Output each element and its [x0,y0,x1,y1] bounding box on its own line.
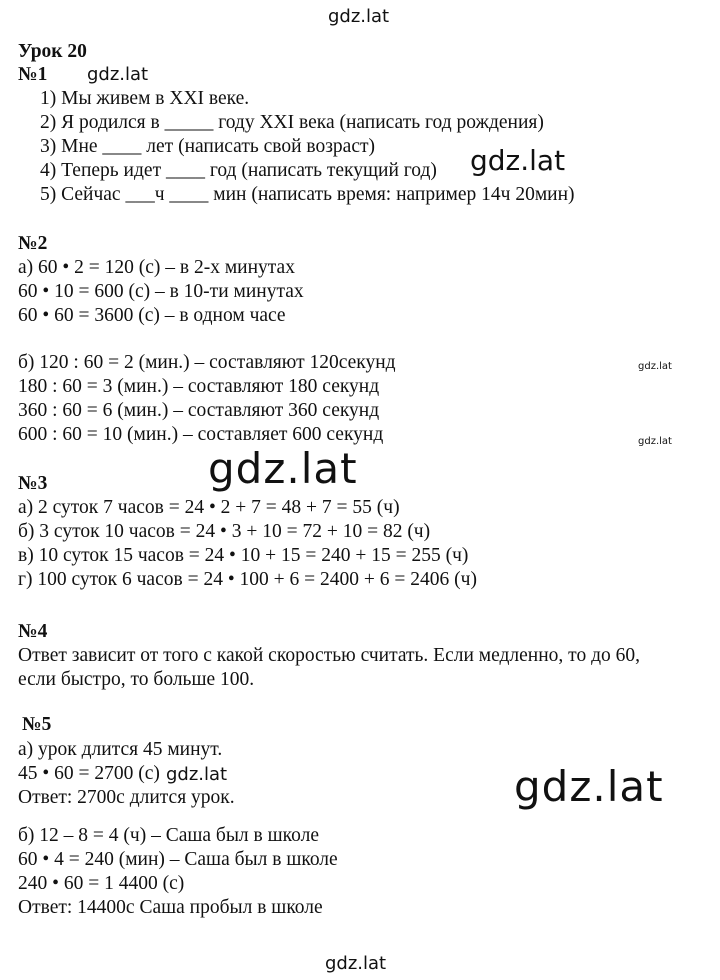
task1-item: 4) Теперь идет ____ год (написать текущий год) [40,160,437,181]
task2-b-line: 180 : 60 = 3 (мин.) – составляют 180 секунд [18,376,380,397]
watermark-near-task1: gdz.lat [87,64,149,85]
task3-item: в) 10 суток 15 часов = 24 • 10 + 15 = 240 + 15 = 255 (ч) [18,545,469,566]
task3-item: г) 100 суток 6 часов = 24 • 100 + 6 = 2400 + 6 = 2406 (ч) [18,569,477,590]
task1-item: 1) Мы живем в XXI веке. [40,88,250,109]
task1-item: 5) Сейчас ___ч ____ мин (написать время: например 14ч 20мин) [40,184,575,205]
task2-a-line: 60 • 60 = 3600 (с) – в одном часе [18,305,286,326]
watermark-bottom: gdz.lat [325,953,387,974]
watermark-middle-large: gdz.lat [208,444,358,493]
watermark-small-2: gdz.lat [638,436,672,447]
task5-b-line: 60 • 4 = 240 (мин) – Саша был в школе [18,849,338,870]
task5-a-line: 45 • 60 = 2700 (с) [18,763,160,784]
task4-heading: №4 [18,621,48,642]
task2-heading: №2 [18,233,48,254]
task5-b-line: Ответ: 14400с Саша пробыл в школе [18,897,323,918]
task3-item: б) 3 суток 10 часов = 24 • 3 + 10 = 72 + 10 = 82 (ч) [18,521,431,542]
task1-heading: №1 [18,64,48,85]
task5-a-line: Ответ: 2700с длится урок. [18,787,235,808]
task5-heading: №5 [22,714,52,735]
watermark-small-1: gdz.lat [638,361,672,372]
task3-heading: №3 [18,473,48,494]
task3-item: а) 2 суток 7 часов = 24 • 2 + 7 = 48 + 7 = 55 (ч) [18,497,400,518]
watermark-right-task1: gdz.lat [470,144,566,177]
task1-item: 3) Мне ____ лет (написать свой возраст) [40,136,376,157]
task2-a-line: а) 60 • 2 = 120 (с) – в 2-х минутах [18,257,295,278]
task4-line: Ответ зависит от того с какой скоростью считать. Если медленно, то до 60, [18,645,640,666]
task5-b-line: 240 • 60 = 1 4400 (с) [18,873,185,894]
task4-line: если быстро, то больше 100. [18,669,255,690]
task2-b-line: б) 120 : 60 = 2 (мин.) – составляют 120секунд [18,352,396,373]
task5-a-line: а) урок длится 45 минут. [18,739,223,760]
watermark-top: gdz.lat [328,6,390,27]
lesson-title: Урок 20 [18,41,87,62]
task2-a-line: 60 • 10 = 600 (с) – в 10-ти минутах [18,281,304,302]
task2-b-line: 600 : 60 = 10 (мин.) – составляет 600 секунд [18,424,384,445]
task5-b-line: б) 12 – 8 = 4 (ч) – Саша был в школе [18,825,320,846]
task2-b-line: 360 : 60 = 6 (мин.) – составляют 360 секунд [18,400,380,421]
watermark-task5-inline: gdz.lat [166,764,228,785]
watermark-right-large: gdz.lat [514,762,664,811]
task1-item: 2) Я родился в _____ году XXI века (написать год рождения) [40,112,544,133]
